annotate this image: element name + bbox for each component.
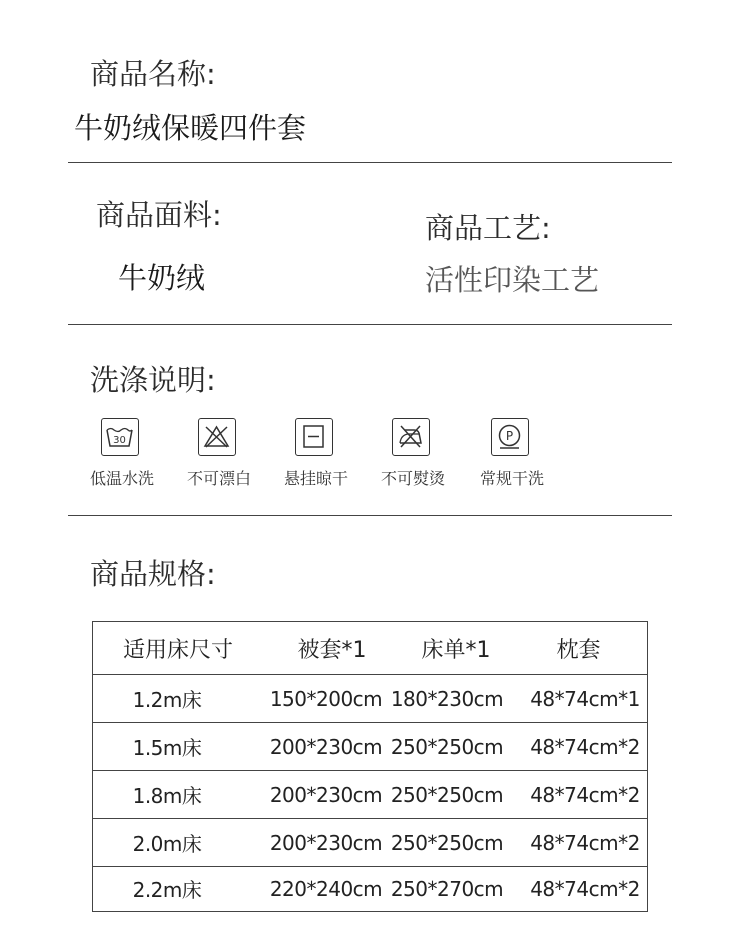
header-sheet: 床单*1	[421, 637, 491, 663]
product-name-value: 牛奶绒保暖四件套	[74, 111, 307, 145]
care-item-hang-dry	[271, 418, 361, 498]
washing-label: 洗涤说明:	[90, 363, 216, 397]
care-label-no-bleach: 不可漂白	[186, 469, 251, 488]
care-item-no-iron	[368, 418, 458, 498]
table-row	[93, 867, 647, 910]
cell-sheet: 250*250cm	[390, 782, 504, 807]
cell-pillowcase: 48*74cm*2	[530, 830, 640, 855]
cell-bed-size: 1.2m床	[132, 688, 202, 712]
table-row	[93, 819, 647, 867]
cell-bed-size: 1.8m床	[132, 784, 202, 808]
care-item-dry-clean	[467, 418, 557, 498]
cell-bed-size: 2.0m床	[132, 832, 202, 856]
no-iron-icon	[392, 418, 430, 456]
care-item-wash	[77, 418, 167, 498]
spec-table	[92, 621, 648, 912]
table-row	[93, 675, 647, 723]
cell-sheet: 250*270cm	[390, 876, 504, 901]
no-bleach-icon	[198, 418, 236, 456]
divider-2	[68, 324, 672, 325]
table-row	[93, 723, 647, 771]
cell-duvet: 150*200cm	[269, 686, 383, 711]
svg-text:P: P	[505, 429, 514, 443]
craft-label: 商品工艺:	[425, 211, 551, 245]
cell-pillowcase: 48*74cm*2	[530, 782, 640, 807]
cell-duvet: 200*230cm	[269, 830, 383, 855]
hang-dry-icon	[295, 418, 333, 456]
cell-duvet: 220*240cm	[269, 876, 383, 901]
care-label-hang-dry: 悬挂晾干	[283, 469, 348, 488]
fabric-label: 商品面料:	[96, 198, 222, 232]
divider-3	[68, 515, 672, 516]
fabric-value: 牛奶绒	[118, 261, 206, 295]
cell-bed-size: 2.2m床	[132, 878, 202, 902]
cell-sheet: 250*250cm	[390, 734, 504, 759]
cell-bed-size: 1.5m床	[132, 736, 202, 760]
care-label-dry-clean: 常规干洗	[479, 469, 544, 488]
care-item-no-bleach	[174, 418, 264, 498]
table-header-row	[93, 622, 647, 675]
header-bed-size: 适用床尺寸	[122, 637, 233, 663]
svg-text:30: 30	[113, 435, 126, 446]
cell-pillowcase: 48*74cm*2	[530, 876, 640, 901]
table-row	[93, 771, 647, 819]
dry-clean-icon	[491, 418, 529, 456]
care-label-no-iron: 不可熨烫	[380, 469, 445, 488]
cell-pillowcase: 48*74cm*1	[530, 686, 640, 711]
craft-value: 活性印染工艺	[425, 263, 600, 297]
cell-sheet: 250*250cm	[390, 830, 504, 855]
spec-label: 商品规格:	[90, 557, 216, 591]
cell-sheet: 180*230cm	[390, 686, 504, 711]
cell-pillowcase: 48*74cm*2	[530, 734, 640, 759]
cell-duvet: 200*230cm	[269, 734, 383, 759]
care-label-wash: 低温水洗	[89, 469, 154, 488]
product-name-label: 商品名称:	[90, 57, 216, 91]
cell-duvet: 200*230cm	[269, 782, 383, 807]
wash-30-icon	[101, 418, 139, 456]
header-duvet: 被套*1	[297, 637, 367, 663]
divider-1	[68, 162, 672, 163]
header-pillowcase: 枕套	[556, 637, 601, 663]
